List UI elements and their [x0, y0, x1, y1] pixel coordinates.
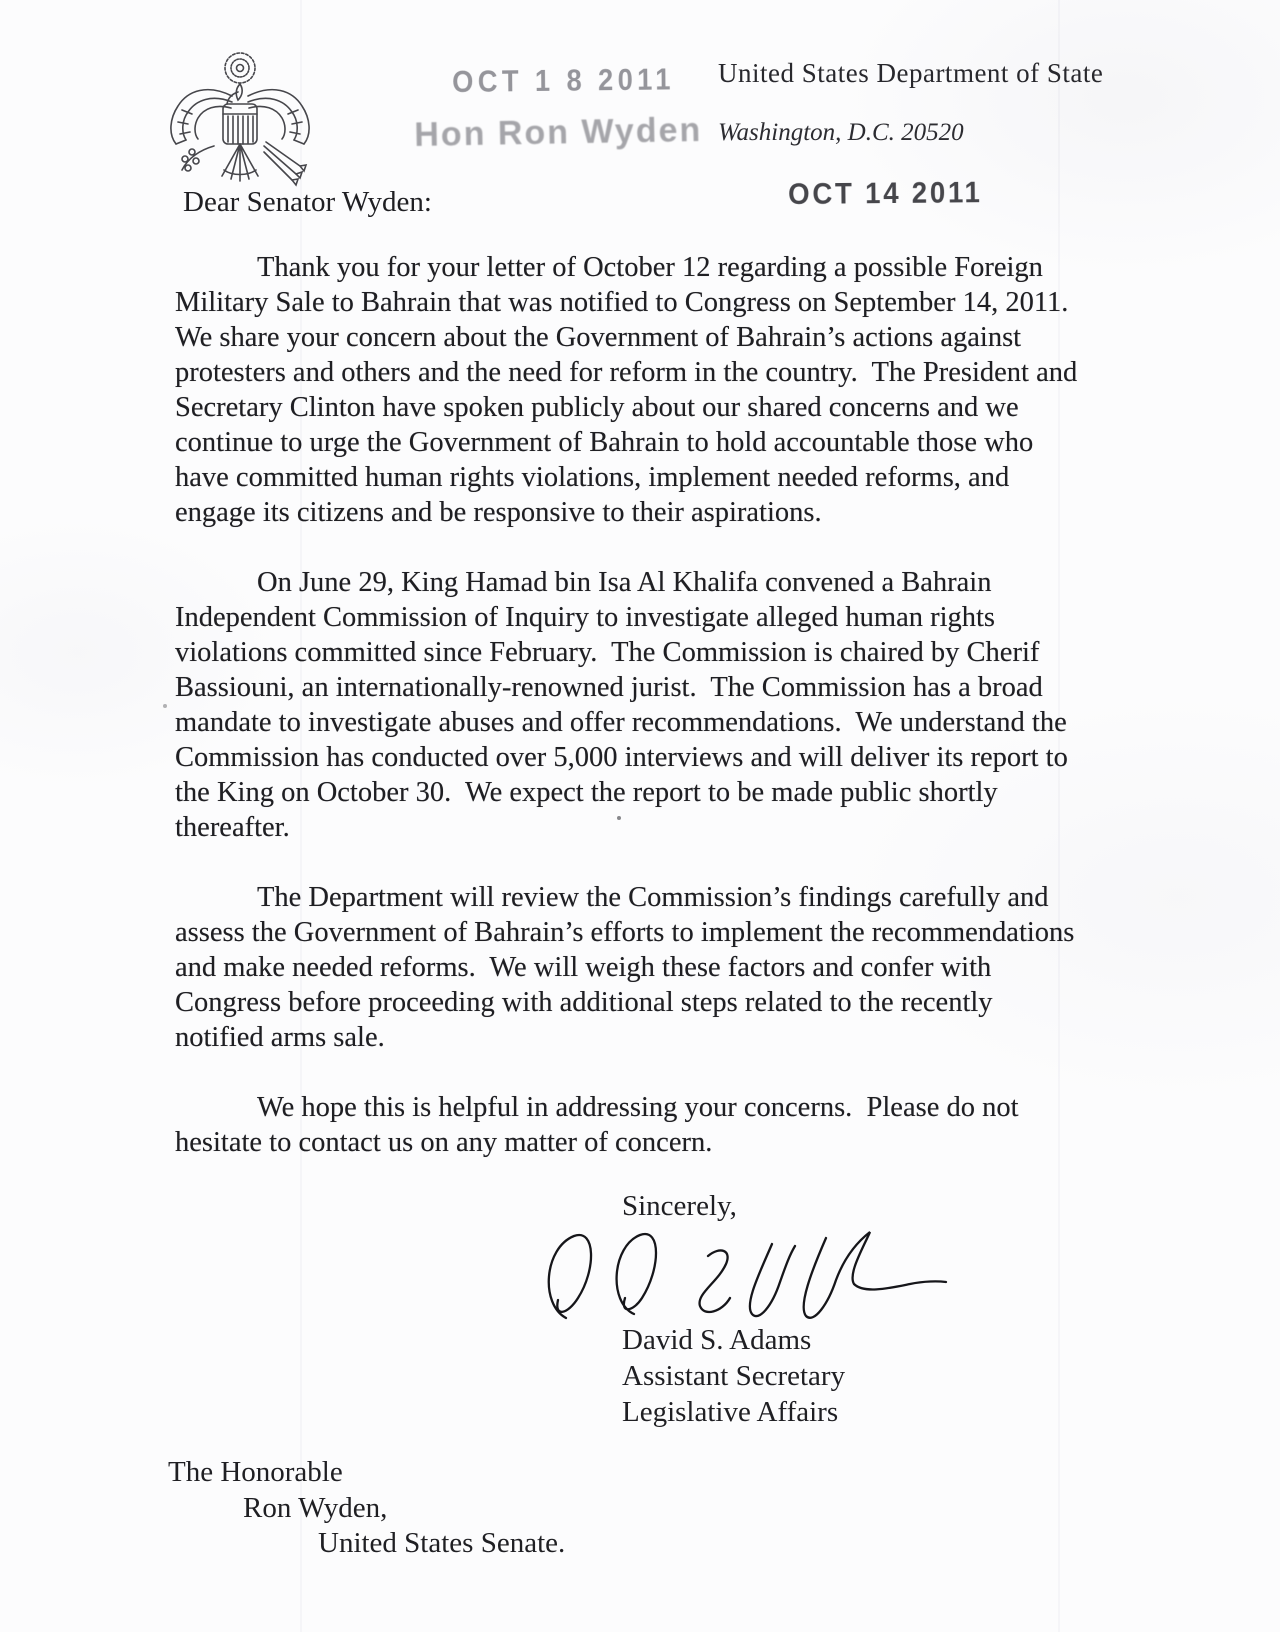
signer-title-2: Legislative Affairs [622, 1396, 839, 1428]
closing-word: Sincerely, [622, 1190, 737, 1222]
letterhead-agency-name: United States Department of State [718, 58, 1104, 88]
salutation: Dear Senator Wyden: [183, 186, 432, 218]
received-date-stamp: OCT 1 8 2011 [452, 61, 675, 99]
letter-date-stamp: OCT 14 2011 [788, 176, 983, 211]
letterhead-agency-city: Washington, D.C. 20520 [718, 119, 964, 146]
paragraph-3: The Department will review the Commission’s findings carefully and assess the Government of Bahrain’s efforts to implement the recommendations and make needed reforms. We will weigh these factors and confer with Congress before proceeding with additional steps related to the recently notified arms sale. [175, 882, 1082, 1053]
signer-title-1: Assistant Secretary [622, 1360, 846, 1392]
signer-name: David S. Adams [622, 1324, 812, 1356]
recipient-institution: United States Senate. [318, 1527, 566, 1559]
handwritten-signature [538, 1222, 950, 1330]
paragraph-2: On June 29, King Hamad bin Isa Al Khalifa convened a Bahrain Independent Commission of Inquiry to investigate alleged human rights violations committed since February. The Commission is chaired by Cherif Bassiouni, an internationally-renowned jurist. The Commission has a broad mandate to investigate abuses and offer recommendations. We understand the Commission has conducted over 5,000 interviews and will deliver its report to the King on October 30. We expect the report to be made public shortly thereafter. [175, 567, 1075, 843]
department-of-state-seal-icon [152, 46, 324, 198]
letter-body [175, 250, 1087, 1195]
paragraph-1: Thank you for your letter of October 12 regarding a possible Foreign Military Sale to Bahrain that was notified to Congress on September 14, 2011. We share your concern about the Government of Bahrain’s actions against protesters and others and the need for reform in the country. The President and Secretary Clinton have spoken publicly about our shared concerns and we continue to urge the Government of Bahrain to hold accountable those who have committed human rights violations, implement needed reforms, and engage its citizens and be responsive to their aspirations. [175, 252, 1085, 528]
scan-artifact-dot [617, 816, 621, 820]
signature-block [622, 1322, 845, 1430]
scan-artifact-dot [163, 704, 167, 708]
recipient-name: Ron Wyden, [243, 1492, 388, 1524]
paragraph-4: We hope this is helpful in addressing your concerns. Please do not hesitate to contact us on any matter of concern. [175, 1092, 1026, 1158]
recipient-name-stamp: Hon Ron Wyden [414, 110, 703, 154]
recipient-honorific: The Honorable [168, 1456, 343, 1488]
